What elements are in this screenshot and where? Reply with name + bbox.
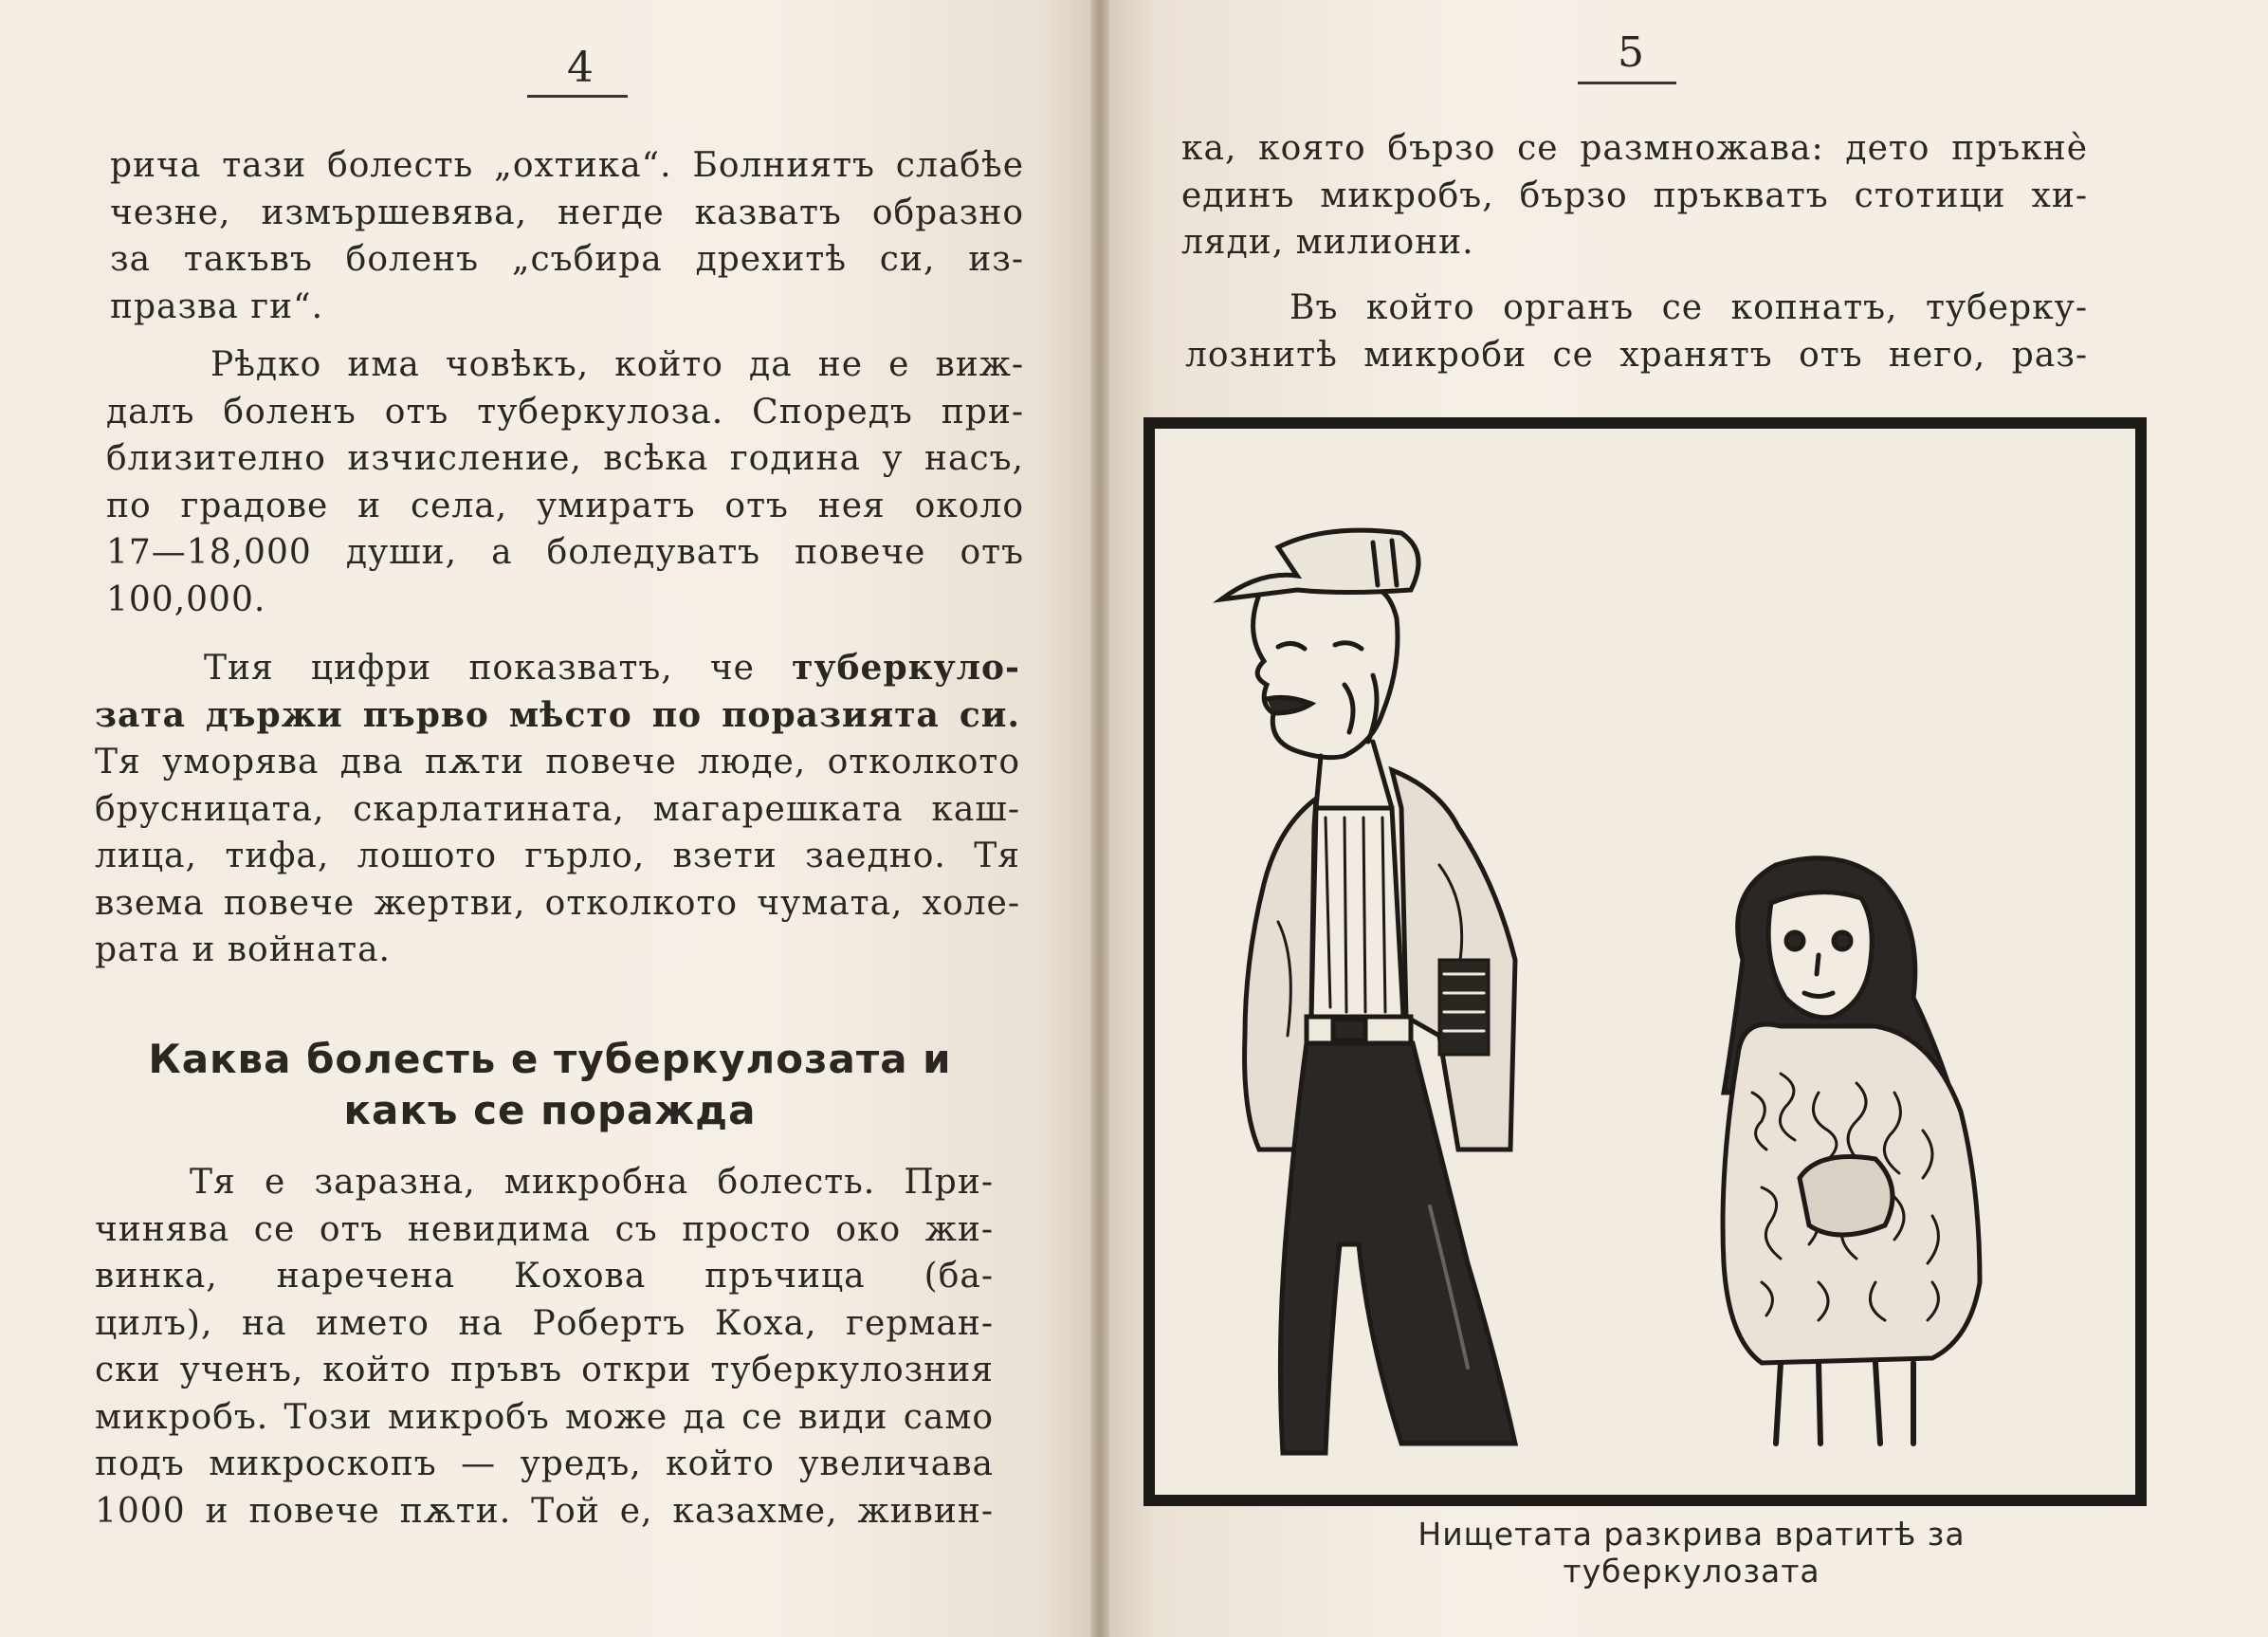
text-line: ляди, милиони. <box>1181 223 1474 262</box>
text-line: Въ който органъ се копнатъ, туберку- <box>1289 288 2088 327</box>
text-line: ски ученъ, който пръвъ откри туберкулозния <box>95 1351 994 1389</box>
bold-text-line: зата държи първо мѣсто по поразията си. <box>95 694 1020 735</box>
text-run: Тия цифри показватъ, че <box>204 649 793 688</box>
left-page-number: 4 <box>567 44 594 92</box>
text-line: рата и войната. <box>95 930 391 969</box>
left-paragraph-4 <box>95 1159 994 1535</box>
text-line: по градове и села, умиратъ отъ нея около <box>106 486 1024 525</box>
text-line: Тя е заразна, микробна болесть. При- <box>190 1163 994 1202</box>
text-line: лица, тифа, лошото гърло, взети заедно. Тя <box>95 837 1020 875</box>
text-line: чезне, измършевява, негде казватъ образно <box>110 193 1024 232</box>
right-page-number-rule <box>1578 82 1676 84</box>
section-heading <box>95 1034 1005 1136</box>
text-line <box>95 645 1020 692</box>
text-line: 100,000. <box>106 579 266 619</box>
text-line: подъ микроскопъ — уредъ, който увеличава <box>95 1444 994 1483</box>
text-line: 1000 и повече пѫти. Той е, казахме, живин- <box>95 1491 994 1531</box>
illustration-caption: Нищетата разкрива вратитѣ за туберкулозата <box>1418 1516 1966 1590</box>
girl-figure <box>1723 858 1980 1444</box>
heading-line: какъ се поражда <box>343 1087 757 1133</box>
left-paragraph-2 <box>106 341 1024 623</box>
text-line: взема повече жертви, отколкото чумата, холе- <box>95 883 1020 923</box>
right-page-number: 5 <box>1618 28 1644 77</box>
right-paragraph-1 <box>1181 125 2088 267</box>
left-page-number-rule <box>527 95 628 98</box>
text-line: цилъ), на името на Робертъ Коха, герман- <box>95 1303 994 1343</box>
text-line: далъ боленъ отъ туберкулоза. Споредъ при- <box>106 392 1024 432</box>
text-line: ка, която бързо се размножава: дето пръкнѐ <box>1181 129 2088 168</box>
right-paragraph-2 <box>1185 285 2088 378</box>
text-line: единъ микробъ, бързо пръкватъ стотици хи- <box>1181 175 2088 215</box>
text-line: празва ги“. <box>110 286 324 326</box>
text-line: брусницата, скарлатината, магарешката каш- <box>95 789 1020 829</box>
text-line: Рѣдко има човѣкъ, който да не е виж- <box>210 345 1024 384</box>
book-gutter <box>1090 0 1109 1637</box>
text-line: Тя уморява два пѫти повече люде, отколкото <box>95 743 1020 782</box>
text-line: рича тази болесть „охтика“. Болниятъ слабѣе <box>110 146 1024 185</box>
text-line: лознитѣ микроби се хранятъ отъ него, раз- <box>1185 335 2088 375</box>
left-paragraph-1 <box>110 142 1024 330</box>
left-paragraph-3 <box>95 645 1020 974</box>
heading-line: Каква болесть е туберкулозата и <box>148 1036 952 1082</box>
bold-text: туберкуло- <box>792 648 1020 688</box>
text-line: микробъ. Този микробъ може да се види само <box>95 1397 994 1437</box>
text-line: винка, наречена Кохова пръчица (ба- <box>95 1257 994 1296</box>
illustration-man-and-girl <box>1155 429 2135 1495</box>
text-line: за такъвъ боленъ „събира дрехитѣ си, из- <box>110 240 1024 279</box>
text-line: чинява се отъ невидима съ просто око жи- <box>95 1209 994 1249</box>
text-line: близително изчисление, всѣка година у насъ, <box>106 439 1024 478</box>
illustration-frame <box>1143 417 2147 1506</box>
text-line: 17—18,000 души, а боледуватъ повече отъ <box>106 533 1024 572</box>
man-figure <box>1221 530 1515 1453</box>
